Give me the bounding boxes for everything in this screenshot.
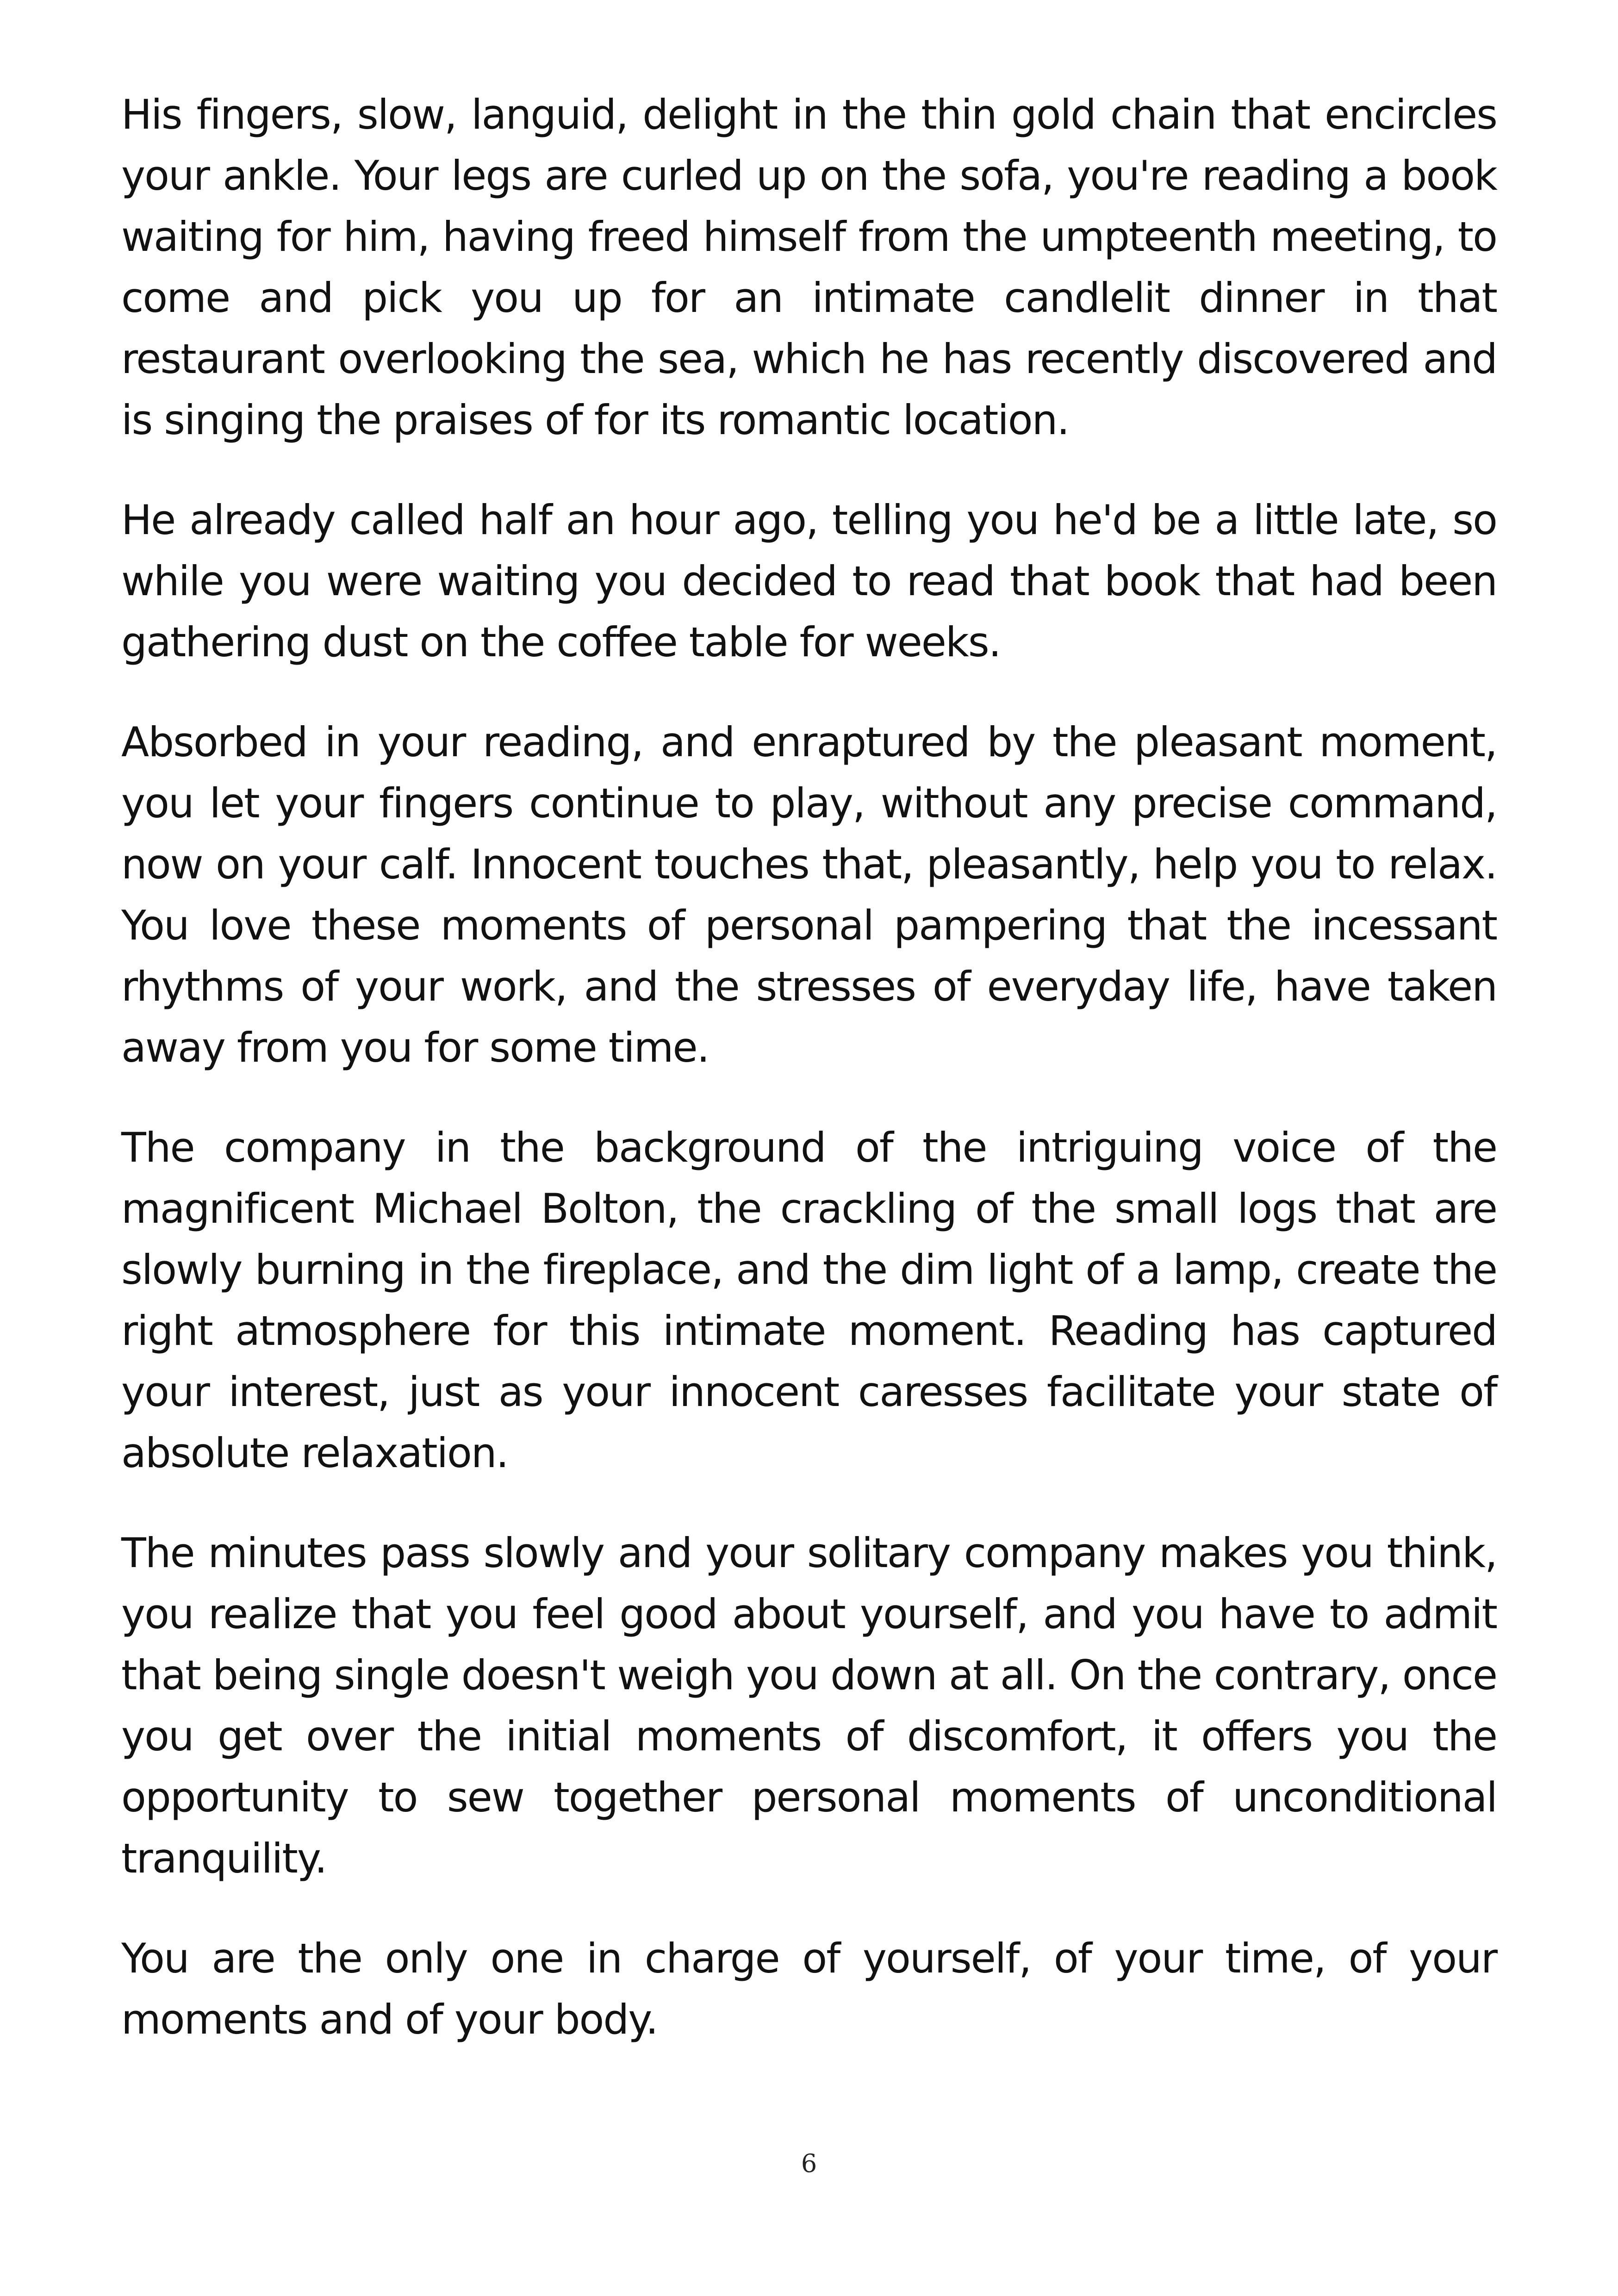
- paragraph-4: The company in the background of the intriguing voice of the magnificent Michael Bolton, the crackling of the small logs that are slowly burning in the fireplace, and the dim light of a lamp, create the right atmosphere for this intimate moment. Reading has captured your interest, just as your innocent caresses facilitate your state of absolute relaxation.: [121, 1124, 1497, 1477]
- page-number: 6: [801, 2149, 817, 2178]
- paragraph-3: Absorbed in your reading, and enraptured by the pleasant moment, you let your fingers continue to play, without any precise command, now on your calf. Innocent touches that, pleasantly, help you to relax. You love these moments of personal pampering that the incessant rhythms of your work, and the stresses of everyday life, have taken away from you for some time.: [121, 718, 1497, 1071]
- paragraph-5: The minutes pass slowly and your solitary company makes you think, you realize that you feel good about yourself, and you have to admit that being single doesn't weigh you down at all. On the contrary, once you get over the initial moments of discomfort, it offers you the opportunity to sew together personal moments of unconditional tranquility.: [121, 1529, 1497, 1882]
- paragraph-6: You are the only one in charge of yourself, of your time, of your moments and of your body.: [121, 1935, 1497, 2043]
- paragraph-1: His fingers, slow, languid, delight in the thin gold chain that encircles your ankle. Your legs are curled up on the sofa, you're reading a book waiting for him, having freed himself from the umpteenth meeting, to come and pick you up for an intimate candlelit dinner in that restaurant overlooking the sea, which he has recently discovered and is singing the praises of for its romantic location.: [121, 91, 1497, 444]
- paragraph-2: He already called half an hour ago, telling you he'd be a little late, so while you were waiting you decided to read that book that had been gathering dust on the coffee table for weeks.: [121, 496, 1497, 666]
- body-text: [121, 84, 1497, 2050]
